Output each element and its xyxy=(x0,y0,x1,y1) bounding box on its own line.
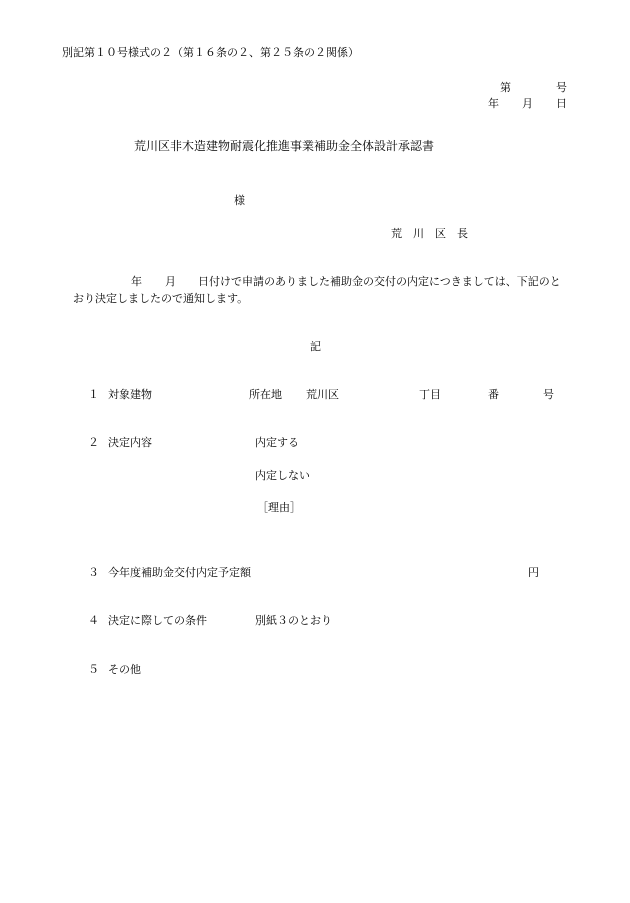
date-day: 日 xyxy=(556,97,567,110)
ki-heading: 記 xyxy=(310,340,321,353)
reason-label: ［理由］ xyxy=(257,501,301,514)
item-4-label: 決定に際しての条件 xyxy=(108,614,207,627)
item-5-number: ５ xyxy=(88,663,99,676)
addressee-suffix: 様 xyxy=(234,194,245,207)
location-label: 所在地 xyxy=(249,388,282,401)
item-2-label: 決定内容 xyxy=(108,436,152,449)
body-line1: 日付けで申請のありました補助金の交付の内定につきましては、下記のと xyxy=(198,275,561,288)
doc-number-go: 号 xyxy=(556,81,567,94)
ban-label: 番 xyxy=(488,388,499,401)
issuer-name: 荒 川 区 長 xyxy=(391,227,468,240)
item-3-label: 今年度補助金交付内定予定額 xyxy=(108,566,251,579)
ward-name: 荒川区 xyxy=(306,388,339,401)
item-3-number: ３ xyxy=(88,566,99,579)
item-4-value: 別紙３のとおり xyxy=(255,614,332,627)
option-naitei-shinai: 内定しない xyxy=(255,469,310,482)
yen-unit: 円 xyxy=(528,566,539,579)
form-number: 別記第１０号様式の２（第１６条の２、第２５条の２関係） xyxy=(62,46,359,59)
go-label: 号 xyxy=(543,388,554,401)
date-year: 年 xyxy=(488,97,499,110)
item-1-label: 対象建物 xyxy=(108,388,152,401)
item-1-number: １ xyxy=(88,388,99,401)
body-year: 年 xyxy=(131,275,142,288)
chome-label: 丁目 xyxy=(419,388,441,401)
item-5-label: その他 xyxy=(108,663,141,676)
page-title: 荒川区非木造建物耐震化推進事業補助金全体設計承認書 xyxy=(134,139,435,153)
body-month: 月 xyxy=(165,275,176,288)
doc-number-dai: 第 xyxy=(500,81,511,94)
date-month: 月 xyxy=(522,97,533,110)
item-4-number: ４ xyxy=(88,614,99,627)
body-line2: おり決定しましたので通知します。 xyxy=(73,292,249,305)
item-2-number: ２ xyxy=(88,436,99,449)
option-naitei-suru: 内定する xyxy=(255,436,299,449)
